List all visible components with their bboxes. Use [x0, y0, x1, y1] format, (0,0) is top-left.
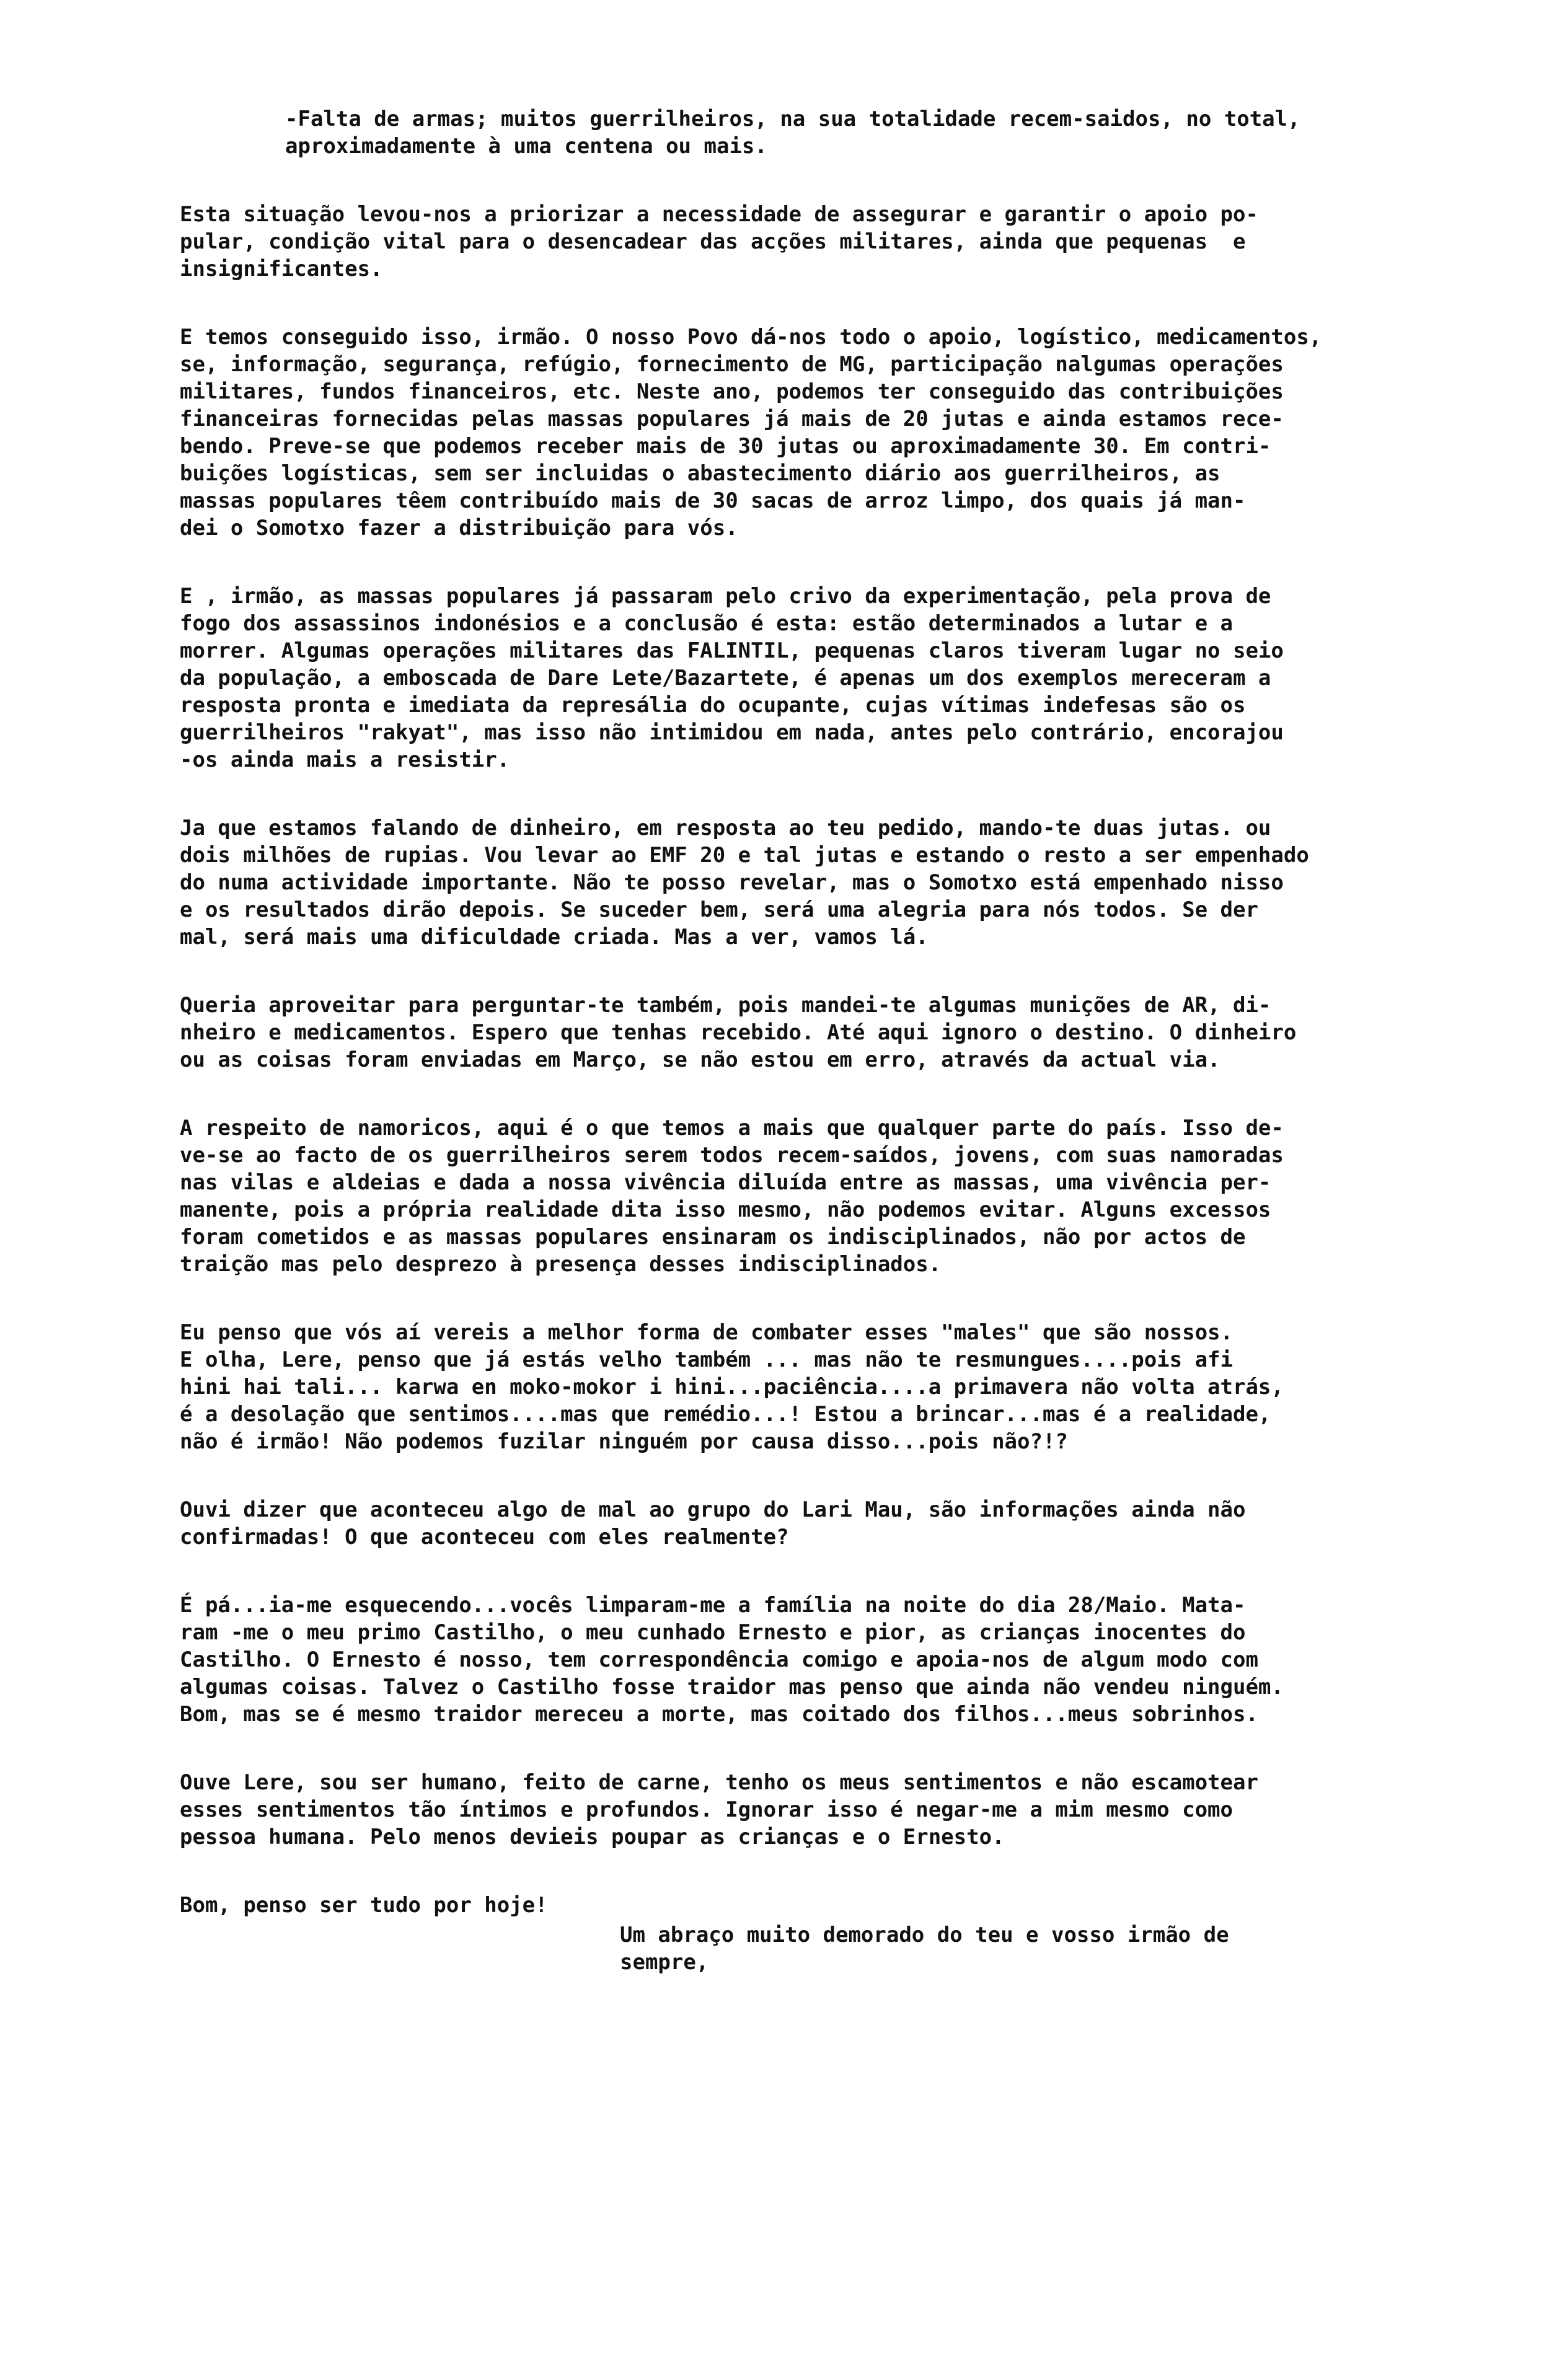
letter-body — [180, 105, 1562, 2017]
paragraph-lari-mau: Ouvi dizer que aconteceu algo de mal ao grupo do Lari Mau, são informações ainda não confirmadas! O que aconteceu com eles realmente? — [180, 1497, 1246, 1549]
paragraph-situation: Esta situação levou-nos a priorizar a necessidade de assegurar e garantir o apoio po- pular, condição vital para o desencadear das acções militares, ainda que pequenas e insignificantes. — [180, 202, 1258, 281]
paragraph-family: É pá...ia-me esquecendo...vocês limparam-me a família na noite do dia 28/Maio. Mata- ram -me o meu primo Castilho, o meu cunhado Ernesto e pior, as crianças inocentes do Castilho. O Ernesto é nosso, tem correspondência comigo e apoia-nos de algum modo com algumas coisas. Talvez o Castilho fosse traidor mas penso que ainda não vendeu ninguém. Bom, mas se é mesmo traidor mereceu a morte, mas coitado dos filhos...meus sobrinhos. — [180, 1593, 1284, 1727]
paragraph-support: E temos conseguido isso, irmão. O nosso Povo dá-nos todo o apoio, logístico, medicamentos, se, informação, segurança, refúgio, fornecimento de MG, participação nalgumas operações militares, fundos financeiros, etc. Neste ano, podemos ter conseguido das contribuições financeiras fornecidas pelas massas populares já mais de 20 jutas e ainda estamos rece- bendo. Preve-se que podemos receber mais de 30 jutas ou aproximadamente 30. Em contri- buições logísticas, sem ser incluidas o abastecimento diário aos guerrilheiros, as massas populares têem contribuído mais de 30 sacas de arroz limpo, dos quais já man- dei o Somotxo fazer a distribuição para vós. — [180, 325, 1322, 540]
paragraph-money: Ja que estamos falando de dinheiro, em resposta ao teu pedido, mando-te duas jutas. ou dois milhões de rupias. Vou levar ao EMF 20 e tal jutas e estando o resto a ser empenhado do numa actividade importante. Não te posso revelar, mas o Somotxo está empenhado nisso e os resultados dirão depois. Se suceder bem, será uma alegria para nós todos. Se der mal, será mais uma dificuldade criada. Mas a ver, vamos lá. — [180, 816, 1309, 950]
paragraph-question: Queria aproveitar para perguntar-te também, pois mandei-te algumas munições de AR, di- nheiro e medicamentos. Espero que tenhas recebido. Até aqui ignoro o destino. O dinheiro ou as coisas foram enviadas em Março, se não estou em erro, através da actual via. — [180, 993, 1297, 1072]
paragraph-romances: A respeito de namoricos, aqui é o que temos a mais que qualquer parte do país. Isso de- ve-se ao facto de os guerrilheiros serem todos recem-saídos, jovens, com suas namoradas nas vilas e aldeias e dada a nossa vivência diluída entre as massas, uma vivência per- manente, pois a própria realidade dita isso mesmo, não podemos evitar. Alguns excessos foram cometidos e as massas populares ensinaram os indisciplinados, não por actos de traição mas pelo desprezo à presença desses indisciplinados. — [180, 1116, 1284, 1277]
closing-signature: Um abraço muito demorado do teu e vosso irmão de sempre, — [620, 1923, 1229, 1975]
paragraph-males: Eu penso que vós aí vereis a melhor forma de combater esses "males" que são nossos. E olha, Lere, penso que já estás velho também ... mas não te resmungues....pois afi hini hai tali... karwa en moko-mokor i hini...paciência....a primavera não volta atrás, é a desolação que sentimos....mas que remédio...! Estou a brincar...mas é a realidade, não é irmão! Não podemos fuzilar ninguém por causa disso...pois não?!? — [180, 1320, 1284, 1454]
paragraph-farewell: Bom, penso ser tudo por hoje! — [180, 1893, 548, 1918]
paragraph-masses: E , irmão, as massas populares já passaram pelo crivo da experimentação, pela prova de fogo dos assassinos indonésios e a conclusão é esta: estão determinados a lutar e a morrer. Algumas operações militares das FALINTIL, pequenas claros tiveram lugar no seio da população, a emboscada de Dare Lete/Bazartete, é apenas um dos exemplos mereceram a resposta pronta e imediata da represália do ocupante, cujas vítimas indefesas são os guerrilheiros "rakyat", mas isso não intimidou em nada, antes pelo contrário, encorajou -os ainda mais a resistir. — [180, 584, 1284, 772]
paragraph-feelings: Ouve Lere, sou ser humano, feito de carne, tenho os meus sentimentos e não escamotear esses sentimentos tão íntimos e profundos. Ignorar isso é negar-me a mim mesmo como pessoa humana. Pelo menos devieis poupar as crianças e o Ernesto. — [180, 1770, 1258, 1849]
paragraph-weapons: -Falta de armas; muitos guerrilheiros, na sua totalidade recem-saidos, no total, aproximadamente à uma centena ou mais. — [285, 107, 1300, 159]
